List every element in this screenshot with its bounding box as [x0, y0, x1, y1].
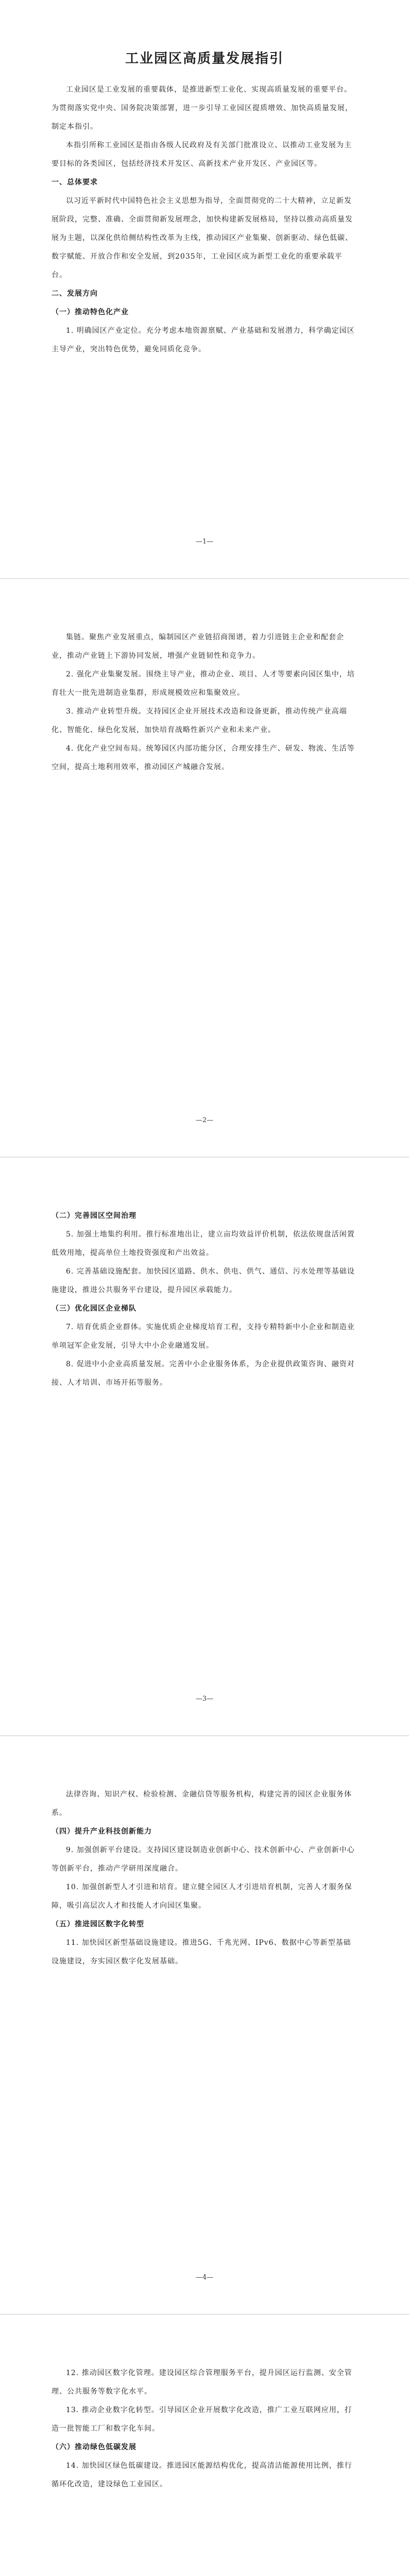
page-number: —1—	[195, 538, 214, 546]
paragraph: 本指引所称工业园区是指由各级人民政府及有关部门批准设立、以推动工业发展为主要目标的各类园区，包括经济技术开发区、高新技术产业开发区、产业园区等。	[52, 141, 352, 168]
section-heading: 二、发展方向	[52, 290, 98, 298]
page-content	[0, 1736, 409, 1971]
section-heading: （一）推动特色化产业	[52, 308, 129, 316]
paragraph: 法律咨询、知识产权、检验检测、金融信贷等服务机构，构建完善的园区企业服务体系。	[52, 1790, 352, 1817]
paragraph: 3. 推动产业转型升级。支持园区企业开展技术改造和设备更新，推动传统产业高端化、智能化、绿色化发展，加快培育战略性新兴产业和未来产业。	[52, 707, 347, 734]
paragraph: 11. 加快园区新型基础设施建设。推进5G、千兆光网、IPv6、数据中心等新型基础设施建设，夯实园区数字化发展基础。	[52, 1939, 351, 1965]
page-number: —2—	[195, 1116, 214, 1124]
paragraph: 4. 优化产业空间布局。统筹园区内部功能分区，合理安排生产、研发、物流、生活等空间，提高土地利用效率，推动园区产城融合发展。	[52, 744, 355, 771]
document-page	[0, 2314, 409, 2576]
document-page	[0, 1157, 409, 1736]
page-content	[0, 1157, 409, 1392]
document-page	[0, 579, 409, 1157]
page-content	[0, 0, 409, 359]
paragraph: 5. 加强土地集约利用。推行标准地出让，建立亩均效益评价机制，依法依规盘活闲置低效用地，提高单位土地投资强度和产出效益。	[52, 1230, 355, 1257]
section-heading: （五）推进园区数字化转型	[52, 1920, 144, 1928]
paragraph: 10. 加强创新型人才引进和培育。建立健全园区人才引进培育机制，完善人才服务保障，吸引高层次人才和技能人才向园区集聚。	[52, 1883, 352, 1910]
section-heading: （四）提升产业科技创新能力	[52, 1827, 152, 1836]
section-heading: （三）优化园区企业梯队	[52, 1304, 137, 1313]
page-divider	[0, 2314, 409, 2315]
section-heading: 一、总体要求	[52, 178, 98, 187]
paragraph: 8. 促进中小企业高质量发展。完善中小企业服务体系，为企业提供政策咨询、融资对接、人才培训、市场开拓等服务。	[52, 1360, 355, 1387]
page-content	[0, 2314, 409, 2494]
page-number: —4—	[195, 2274, 214, 2281]
paragraph: 工业园区是工业发展的重要载体，是推进新型工业化、实现高质量发展的重要平台。为贯彻落实党中央、国务院决策部署，进一步引导工业园区提质增效、加快高质量发展，制定本指引。	[52, 86, 353, 131]
paragraph: 7. 培育优质企业群体。实施优质企业梯度培育工程，支持专精特新中小企业和制造业单项冠军企业发展，引导大中小企业融通发展。	[52, 1323, 355, 1350]
document-page	[0, 1736, 409, 2314]
paragraph: 集链。聚焦产业发展重点，编制园区产业链招商图谱，着力引进链主企业和配套企业，推动产业链上下游协同发展，增强产业链韧性和竞争力。	[52, 633, 344, 660]
section-heading: （二）完善园区空间治理	[52, 1212, 137, 1220]
paragraph: 12. 推动园区数字化管理。建设园区综合管理服务平台，提升园区运行监测、安全管理、公共服务等数字化水平。	[52, 2369, 352, 2396]
paragraph: 9. 加强创新平台建设。支持园区建设制造业创新中心、技术创新中心、产业创新中心等创新平台，推动产学研用深度融合。	[52, 1846, 355, 1873]
paragraph: 2. 强化产业集聚发展。围绕主导产业，推动企业、项目、人才等要素向园区集中，培育壮大一批先进制造业集群，形成规模效应和集聚效应。	[52, 670, 355, 697]
paragraph: 6. 完善基础设施配套。加快园区道路、供水、供电、供气、通信、污水处理等基础设施建设，推进公共服务平台建设，提升园区承载能力。	[52, 1267, 355, 1294]
page-number: —3—	[195, 1695, 214, 1703]
paragraph: 1. 明确园区产业定位。充分考虑本地资源禀赋、产业基础和发展潜力，科学确定园区主导产业，突出特色优势，避免同质化竞争。	[52, 327, 355, 353]
page-divider	[0, 1157, 409, 1158]
paragraph: 13. 推动企业数字化转型。引导园区企业开展数字化改造，推广工业互联网应用，打造一批智能工厂和数字化车间。	[52, 2406, 352, 2433]
document-title: 工业园区高质量发展指引	[125, 51, 284, 66]
document-page	[0, 0, 409, 579]
section-heading: （六）推动绿色低碳发展	[52, 2443, 137, 2451]
page-divider	[0, 1735, 409, 1736]
page-content	[0, 579, 409, 776]
page-divider	[0, 578, 409, 579]
paragraph: 以习近平新时代中国特色社会主义思想为指导，全面贯彻党的二十大精神，立足新发展阶段，完整、准确、全面贯彻新发展理念，加快构建新发展格局，坚持以推动高质量发展为主题，以深化供给侧结构性改革为主线，推动园区产业集聚、创新驱动、绿色低碳、数字赋能、开放合作和安全发展，到2035年，工业园区成为新型工业化的重要承载平台。	[52, 197, 353, 279]
paragraph: 14. 加快园区绿色低碳建设。推进园区能源结构优化，提高清洁能源使用比例，推行循环化改造，建设绿色工业园区。	[52, 2462, 352, 2488]
